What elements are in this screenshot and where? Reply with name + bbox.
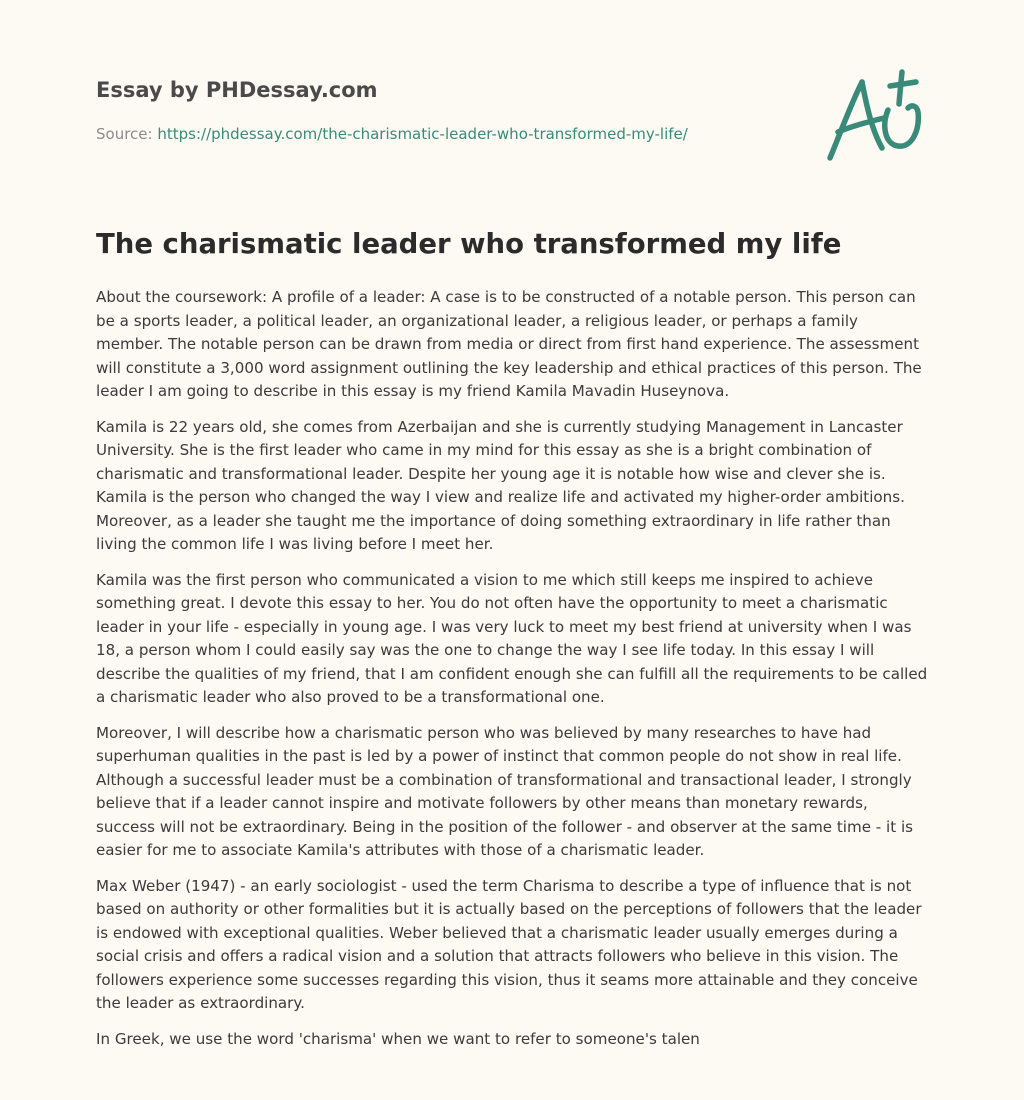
source-link[interactable]: https://phdessay.com/the-charismatic-leader-who-transformed-my-life/	[157, 125, 688, 143]
a-plus-logo-icon	[824, 68, 928, 164]
source-label: Source:	[96, 125, 153, 143]
essay-title: The charismatic leader who transformed my life	[96, 228, 842, 260]
essay-body	[96, 286, 928, 1063]
essay-paragraph: Max Weber (1947) - an early sociologist - used the term Charisma to describe a type of influence that is not based on authority or other formalities but it is actually based on the perceptions of followers that the leader is endowed with exceptional qualities. Weber believed that a charismatic leader usually emerges during a social crisis and offers a radical vision and a solution that attracts followers who believe in this vision. The followers experience some successes regarding this vision, thus it seams more attainable and they conceive the leader as extraordinary.	[96, 876, 922, 1012]
source-line	[96, 124, 796, 144]
essay-paragraph: Moreover, I will describe how a charismatic person who was believed by many researches to have had superhuman qualities in the past is led by a power of instinct that common people do not show in real life. Although a successful leader must be a combination of transformational and transactional leader, I strongly believe that if a leader cannot inspire and motivate followers by other means than monetary rewards, success will not be extraordinary. Being in the position of the follower - and observer at the same time - it is easier for me to associate Kamila's attributes with those of a charismatic leader.	[96, 723, 913, 859]
site-title: Essay by PHDessay.com	[96, 78, 378, 102]
essay-paragraph: Kamila was the first person who communicated a vision to me which still keeps me inspired to achieve something great. I devote this essay to her. You do not often have the opportunity to meet a charismatic leader in your life - especially in young age. I was very luck to meet my best friend at university when I was 18, a person whom I could easily say was the one to change the way I see life today. In this essay I will describe the qualities of my friend, that I am confident enough she can fulfill all the requirements to be called a charismatic leader who also proved to be a transformational one.	[96, 570, 928, 706]
page-header	[96, 76, 796, 144]
essay-paragraph: In Greek, we use the word 'charisma' when we want to refer to someone's talen	[96, 1029, 700, 1048]
essay-paragraph: Kamila is 22 years old, she comes from Azerbaijan and she is currently studying Management in Lancaster University. She is the first leader who came in my mind for this essay as she is a bright combination of charismatic and transformational leader. Despite her young age it is notable how wise and clever she is. Kamila is the person who changed the way I view and realize life and activated my higher-order ambitions. Moreover, as a leader she taught me the importance of doing something extraordinary in life rather than living the common life I was living before I meet her.	[96, 417, 905, 553]
essay-paragraph: About the coursework: A profile of a leader: A case is to be constructed of a notable person. This person can be a sports leader, a political leader, an organizational leader, a religious leader, or perhaps a family member. The notable person can be drawn from media or direct from first hand experience. The assessment will constitute a 3,000 word assignment outlining the key leadership and ethical practices of this person. The leader I am going to describe in this essay is my friend Kamila Mavadin Huseynova.	[96, 288, 922, 400]
